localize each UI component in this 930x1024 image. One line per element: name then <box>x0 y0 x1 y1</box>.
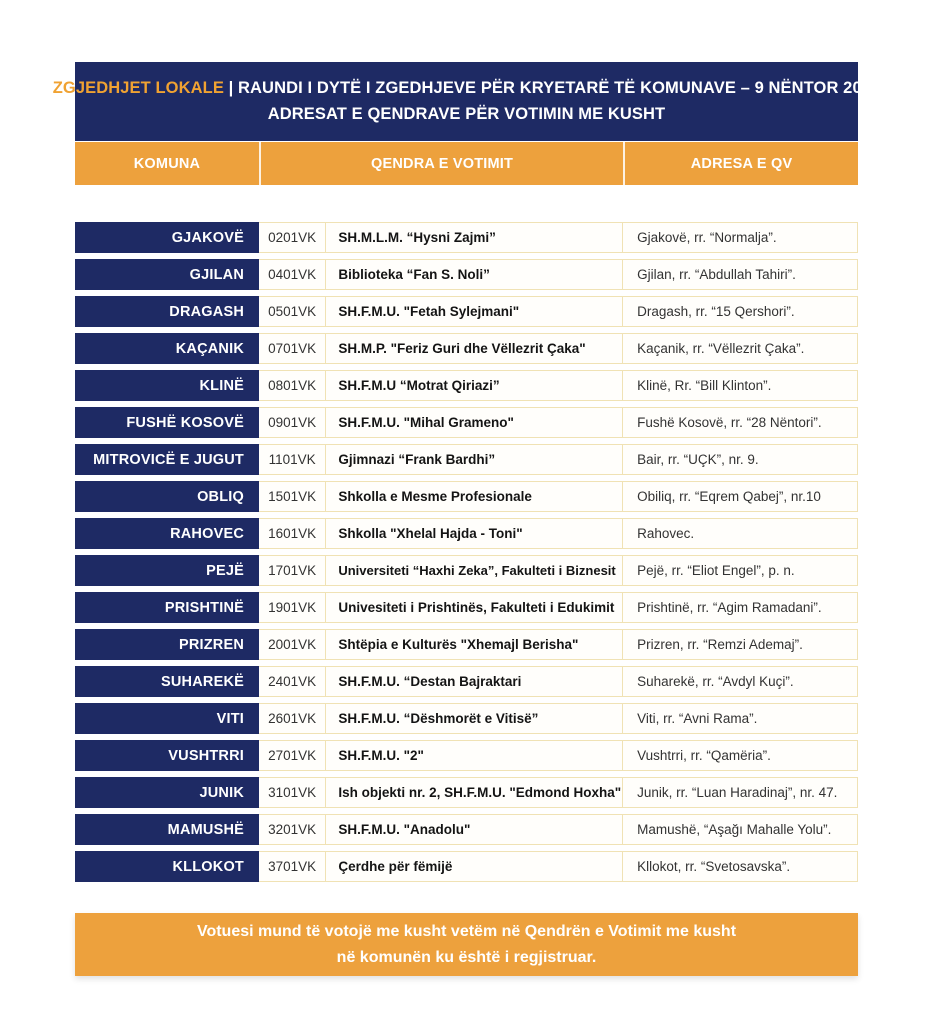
komuna-cell: GJILAN <box>75 259 259 290</box>
vk-code-cell: 2701VK <box>259 740 326 771</box>
title-line-2: ADRESAT E QENDRAVE PËR VOTIMIN ME KUSHT <box>267 104 666 123</box>
address-cell: Fushë Kosovë, rr. “28 Nëntori”. <box>623 407 858 438</box>
vk-code-cell: 2601VK <box>259 703 326 734</box>
komuna-cell: FUSHË KOSOVË <box>75 407 259 438</box>
voting-center-cell: SH.F.M.U. "Mihal Grameno" <box>326 407 623 438</box>
voting-centers-table <box>75 222 858 882</box>
address-cell: Klinë, Rr. “Bill Klinton”. <box>623 370 858 401</box>
table-row <box>75 259 858 290</box>
voting-center-cell: Gjimnazi “Frank Bardhi” <box>326 444 623 475</box>
komuna-cell: GJAKOVË <box>75 222 259 253</box>
komuna-cell: PRISHTINË <box>75 592 259 623</box>
komuna-cell: KLLOKOT <box>75 851 259 882</box>
vk-code-cell: 2001VK <box>259 629 326 660</box>
title-separator: | <box>223 78 239 97</box>
table-row <box>75 222 858 253</box>
komuna-cell: PEJË <box>75 555 259 586</box>
komuna-cell: PRIZREN <box>75 629 259 660</box>
table-row <box>75 703 858 734</box>
title-brand: ZGJEDHJET LOKALE <box>52 78 224 97</box>
voting-center-cell: Univesiteti i Prishtinës, Fakulteti i Edukimit <box>326 592 623 623</box>
komuna-cell: KAÇANIK <box>75 333 259 364</box>
vk-code-cell: 3101VK <box>259 777 326 808</box>
footer-notice <box>75 913 858 976</box>
table-row <box>75 740 858 771</box>
vk-code-cell: 0901VK <box>259 407 326 438</box>
table-row <box>75 851 858 882</box>
vk-code-cell: 2401VK <box>259 666 326 697</box>
voting-center-cell: SH.F.M.U. “Destan Bajraktari <box>326 666 623 697</box>
address-cell: Dragash, rr. “15 Qershori”. <box>623 296 858 327</box>
vk-code-cell: 1501VK <box>259 481 326 512</box>
table-row <box>75 370 858 401</box>
table-row <box>75 296 858 327</box>
komuna-cell: DRAGASH <box>75 296 259 327</box>
voting-center-cell: Çerdhe për fëmijë <box>326 851 623 882</box>
address-cell: Obiliq, rr. “Eqrem Qabej”, nr.10 <box>623 481 858 512</box>
address-cell: Mamushë, “Aşağı Mahalle Yolu”. <box>623 814 858 845</box>
column-header-qendra: QENDRA E VOTIMIT <box>259 142 623 185</box>
voting-center-cell: SH.F.M.U. "Fetah Sylejmani" <box>326 296 623 327</box>
voting-center-cell: SH.F.M.U. "Anadolu" <box>326 814 623 845</box>
address-cell: Prizren, rr. “Remzi Ademaj”. <box>623 629 858 660</box>
table-row <box>75 333 858 364</box>
vk-code-cell: 0701VK <box>259 333 326 364</box>
voting-center-cell: SH.M.L.M. “Hysni Zajmi” <box>326 222 623 253</box>
voting-center-cell: SH.F.M.U. “Dëshmorët e Vitisë” <box>326 703 623 734</box>
table-row <box>75 777 858 808</box>
vk-code-cell: 3701VK <box>259 851 326 882</box>
komuna-cell: KLINË <box>75 370 259 401</box>
column-header-adresa: ADRESA E QV <box>623 142 858 185</box>
voting-center-cell: SH.F.M.U “Motrat Qiriazi” <box>326 370 623 401</box>
announcement-poster <box>52 62 881 976</box>
voting-center-cell: Ish objekti nr. 2, SH.F.M.U. "Edmond Hoxha" <box>326 777 623 808</box>
vk-code-cell: 1701VK <box>259 555 326 586</box>
title-line-1 <box>53 76 881 102</box>
vk-code-cell: 0201VK <box>259 222 326 253</box>
table-row <box>75 592 858 623</box>
footer-line-1: Votuesi mund të votojë me kusht vetëm në Qendrën e Votimit me kusht <box>196 922 737 940</box>
table-row <box>75 518 858 549</box>
footer-line-2: në komunën ku është i regjistruar. <box>336 948 597 966</box>
voting-center-cell: SH.F.M.U. "2" <box>326 740 623 771</box>
vk-code-cell: 0801VK <box>259 370 326 401</box>
title-bar <box>52 62 881 141</box>
address-cell: Kllokot, rr. “Svetosavska”. <box>623 851 858 882</box>
address-cell: Viti, rr. “Avni Rama”. <box>623 703 858 734</box>
voting-center-cell: Shkolla "Xhelal Hajda - Toni" <box>326 518 623 549</box>
table-row <box>75 814 858 845</box>
vk-code-cell: 1901VK <box>259 592 326 623</box>
address-cell: Bair, rr. “UÇK”, nr. 9. <box>623 444 858 475</box>
komuna-cell: OBLIQ <box>75 481 259 512</box>
table-row <box>75 481 858 512</box>
column-header-komuna: KOMUNA <box>133 155 201 172</box>
komuna-cell: RAHOVEC <box>75 518 259 549</box>
table-row <box>75 444 858 475</box>
voting-center-cell: Shtëpia e Kulturës "Xhemajl Berisha" <box>326 629 623 660</box>
address-cell: Pejë, rr. “Eliot Engel”, p. n. <box>623 555 858 586</box>
komuna-cell: JUNIK <box>75 777 259 808</box>
table-row <box>75 629 858 660</box>
komuna-cell: MAMUSHË <box>75 814 259 845</box>
vk-code-cell: 0501VK <box>259 296 326 327</box>
address-cell: Gjakovë, rr. “Normalja”. <box>623 222 858 253</box>
vk-code-cell: 3201VK <box>259 814 326 845</box>
vk-code-cell: 1101VK <box>259 444 326 475</box>
vk-code-cell: 0401VK <box>259 259 326 290</box>
address-cell: Kaçanik, rr. “Vëllezrit Çaka”. <box>623 333 858 364</box>
address-cell: Rahovec. <box>623 518 858 549</box>
address-cell: Suharekë, rr. “Avdyl Kuçi”. <box>623 666 858 697</box>
table-row <box>75 666 858 697</box>
table-row <box>75 555 858 586</box>
voting-center-cell: Biblioteka “Fan S. Noli” <box>326 259 623 290</box>
vk-code-cell: 1601VK <box>259 518 326 549</box>
komuna-cell: VITI <box>75 703 259 734</box>
address-cell: Vushtrri, rr. “Qamëria”. <box>623 740 858 771</box>
address-cell: Gjilan, rr. “Abdullah Tahiri”. <box>623 259 858 290</box>
komuna-cell: VUSHTRRI <box>75 740 259 771</box>
voting-center-cell: Universiteti “Haxhi Zeka”, Fakulteti i Biznesit <box>326 555 623 586</box>
column-header-row <box>75 142 858 185</box>
address-cell: Prishtinë, rr. “Agim Ramadani”. <box>623 592 858 623</box>
komuna-cell: MITROVICË E JUGUT <box>75 444 259 475</box>
komuna-cell: SUHAREKË <box>75 666 259 697</box>
title-text: RAUNDI I DYTË I ZGEDHJEVE PËR KRYETARË TË KOMUNAVE – 9 NËNTOR 2025 <box>238 78 881 97</box>
address-cell: Junik, rr. “Luan Haradinaj”, nr. 47. <box>623 777 858 808</box>
voting-center-cell: SH.M.P. "Feriz Guri dhe Vëllezrit Çaka" <box>326 333 623 364</box>
table-row <box>75 407 858 438</box>
voting-center-cell: Shkolla e Mesme Profesionale <box>326 481 623 512</box>
